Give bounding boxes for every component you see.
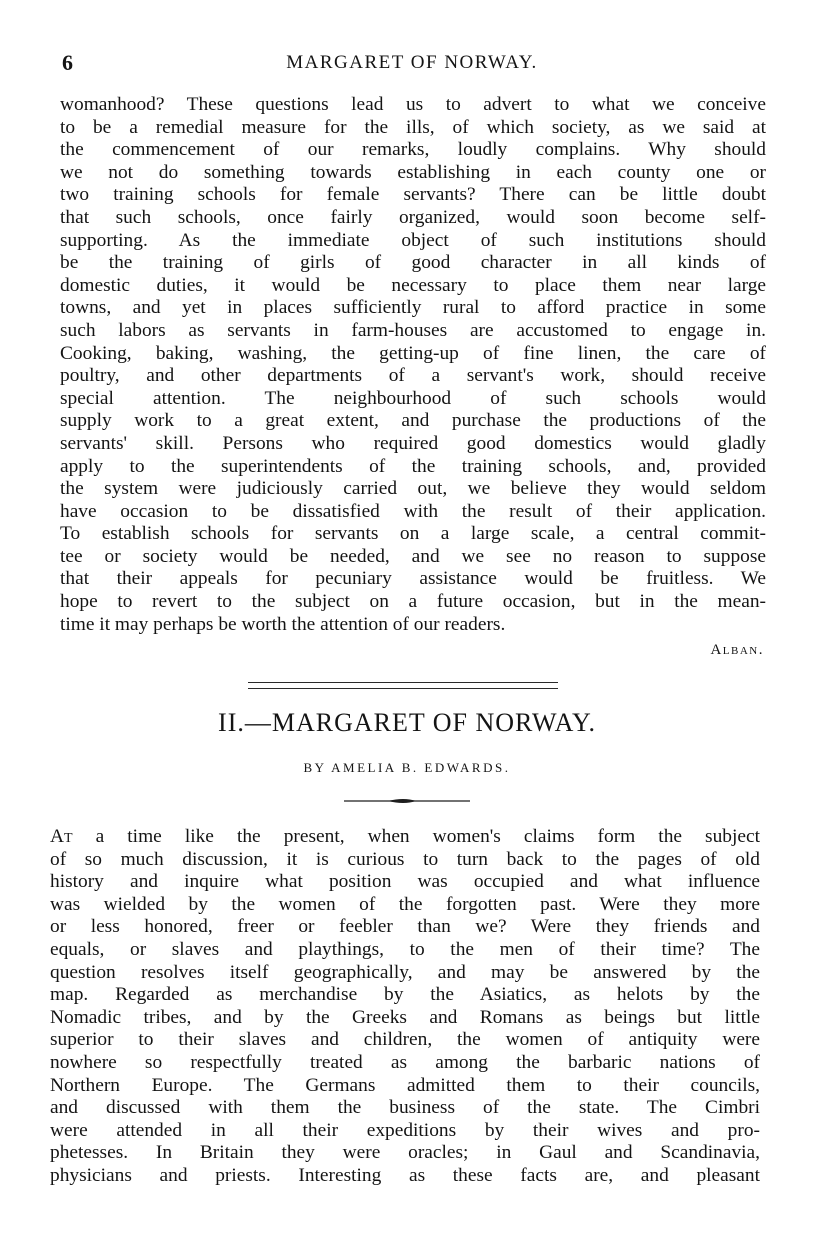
first-line-text: a time like the present, when women's claims form the subject — [72, 826, 760, 847]
article-body-text — [50, 826, 760, 1188]
text-line: that such schools, once fairly organized, would soon become self- — [60, 206, 766, 228]
text-line: two training schools for female servants? There can be little doubt — [60, 184, 766, 206]
text-line: we not do something towards establishing in each county one or — [60, 161, 766, 183]
opening-word: At — [50, 826, 73, 847]
text-line: time it may perhaps be worth the attention of our readers. — [60, 613, 506, 635]
text-line: equals, or slaves and playthings, to the men of their time? The — [50, 938, 760, 960]
text-line: Northern Europe. The Germans admitted them to their councils, — [50, 1074, 760, 1096]
text-line: Cooking, baking, washing, the getting-up of fine linen, the care of — [60, 342, 766, 364]
page-number: 6 — [62, 50, 73, 75]
text-line: to be a remedial measure for the ills, of which society, as we said at — [60, 116, 766, 138]
text-line: be the training of girls of good character in all kinds of — [60, 252, 766, 274]
text-line: supporting. As the immediate object of such institutions should — [60, 229, 766, 251]
running-title: MARGARET OF NORWAY. — [286, 52, 538, 73]
text-line: special attention. The neighbourhood of such schools would — [60, 387, 766, 409]
section-title: II.—MARGARET OF NORWAY. — [218, 708, 596, 737]
text-line: poultry, and other departments of a servant's work, should receive — [60, 365, 766, 387]
text-line: domestic duties, it would be necessary to place them near large — [60, 274, 766, 296]
text-line: superior to their slaves and children, the women of antiquity were — [50, 1029, 760, 1051]
text-line: phetesses. In Britain they were oracles; in Gaul and Scandinavia, — [50, 1142, 760, 1164]
text-line: Nomadic tribes, and by the Greeks and Romans as beings but little — [50, 1006, 760, 1028]
ornamental-rule-icon — [344, 796, 470, 806]
author-byline: BY AMELIA B. EDWARDS. — [303, 760, 511, 775]
article-first-line — [50, 826, 760, 849]
text-line: were attended in all their expeditions by their wives and pro- — [50, 1119, 760, 1141]
text-line: hope to revert to the subject on a future occasion, but in the mean- — [60, 591, 766, 613]
previous-article-text — [60, 94, 766, 636]
text-line: and discussed with them the business of the state. The Cimbri — [50, 1097, 760, 1119]
text-line: map. Regarded as merchandise by the Asiatics, as helots by the — [50, 984, 760, 1006]
text-line: tee or society would be needed, and we see no reason to suppose — [60, 545, 766, 567]
text-line: the system were judiciously carried out, we believe they would seldom — [60, 478, 766, 500]
text-line: nowhere so respectfully treated as among the barbaric nations of — [50, 1051, 760, 1073]
text-line: of so much discussion, it is curious to turn back to the pages of old — [50, 848, 760, 870]
text-line: the commencement of our remarks, loudly complains. Why should — [60, 139, 766, 161]
text-line: towns, and yet in places sufficiently rural to afford practice in some — [60, 297, 766, 319]
text-line: such labors as servants in farm-houses are accustomed to engage in. — [60, 319, 766, 341]
text-line: To establish schools for servants on a large scale, a central commit- — [60, 523, 766, 545]
text-line: physicians and priests. Interesting as these facts are, and pleasant — [50, 1164, 760, 1186]
section-divider-rule — [248, 682, 558, 689]
text-line: history and inquire what position was occupied and what influence — [50, 871, 760, 893]
text-line: servants' skill. Persons who required good domestics would gladly — [60, 432, 766, 454]
text-line: or less honored, freer or feebler than we? Were they friends and — [50, 916, 760, 938]
author-signature: Alban. — [710, 642, 764, 658]
text-line: that their appeals for pecuniary assistance would be fruitless. We — [60, 568, 766, 590]
text-line: supply work to a great extent, and purchase the productions of the — [60, 410, 766, 432]
text-line: womanhood? These questions lead us to advert to what we conceive — [60, 94, 766, 115]
text-line: apply to the superintendents of the training schools, and, provided — [60, 455, 766, 477]
text-line: was wielded by the women of the forgotten past. Were they more — [50, 893, 760, 915]
running-head — [62, 50, 762, 76]
text-line: question resolves itself geographically, and may be answered by the — [50, 961, 760, 983]
text-line: have occasion to be dissatisfied with the result of their application. — [60, 500, 766, 522]
